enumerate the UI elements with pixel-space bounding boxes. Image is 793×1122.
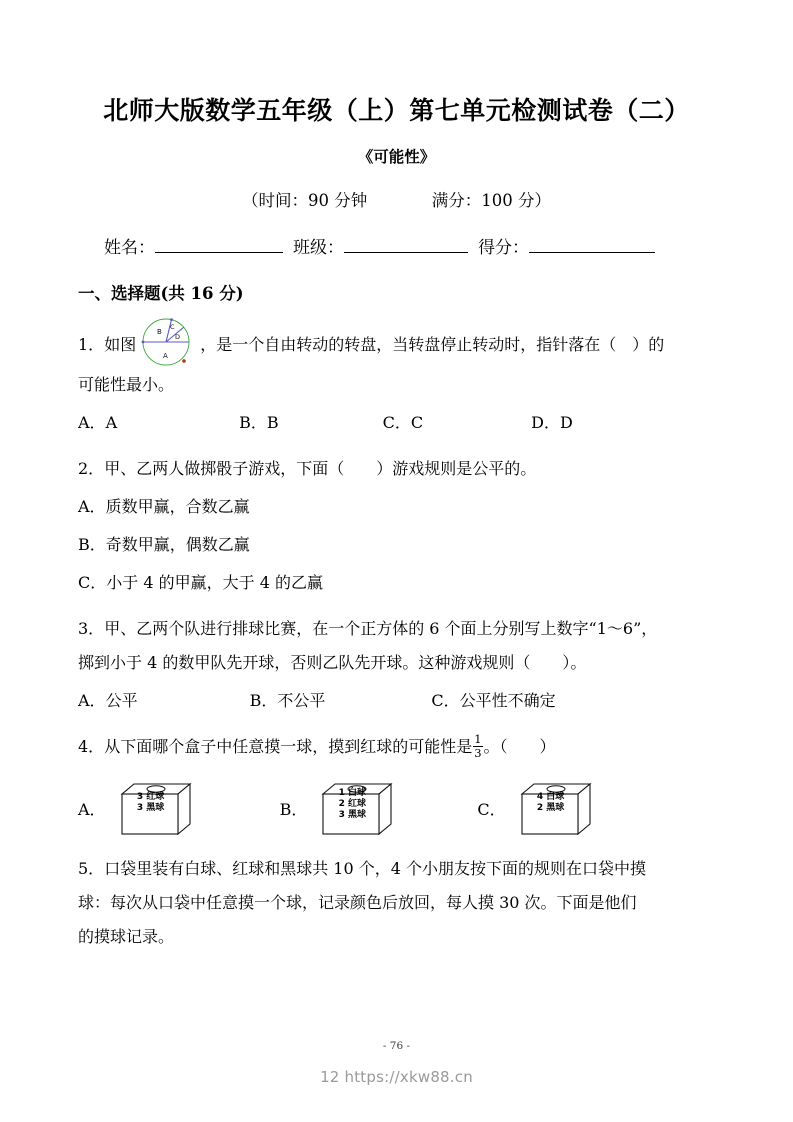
q2-option-b-text: 奇数甲赢，偶数乙赢 <box>105 534 250 554</box>
page-number: - 76 - <box>382 1040 411 1052</box>
question-4-number: 4． <box>78 736 105 756</box>
box-b-line-2: 2 红球 <box>338 798 367 809</box>
q2-option-a[interactable] <box>78 490 715 524</box>
box-figure-b <box>313 778 395 840</box>
question-5-number: 5． <box>78 858 105 878</box>
q3-option-a[interactable] <box>78 684 138 718</box>
score-label: 得分： <box>478 237 529 258</box>
box-contents-b <box>324 788 380 821</box>
q2-option-c-text: 小于 4 的甲赢，大于 4 的乙赢 <box>106 572 323 592</box>
fraction-denominator: 3 <box>474 745 482 760</box>
q3-option-c-text: 公平性不确定 <box>459 690 556 710</box>
class-input-rule[interactable] <box>344 235 468 252</box>
q4-option-c[interactable] <box>477 778 593 840</box>
q2-option-a-key: A． <box>78 496 106 516</box>
spinner-label-c: C <box>170 322 175 331</box>
q3-option-b[interactable] <box>250 684 326 718</box>
question-3 <box>78 612 715 680</box>
q1-option-c[interactable] <box>383 406 424 440</box>
q3-option-b-text: 不公平 <box>277 690 326 710</box>
question-5 <box>78 852 715 954</box>
question-1-number: 1． <box>78 334 105 354</box>
score-input-rule[interactable] <box>529 235 655 252</box>
student-id-line <box>78 210 715 258</box>
q3-option-b-key: B． <box>249 690 278 710</box>
q4-option-b-key: B． <box>279 800 308 820</box>
question-2-stem: 甲、乙两人做掷骰子游戏，下面（ ）游戏规则是公平的。 <box>104 458 537 478</box>
q2-option-b-key: B． <box>78 534 106 554</box>
question-5-stem-line2: 球：每次从口袋中任意摸一个球，记录颜色后放回，每人摸 30 次。下面是他们 <box>78 892 637 912</box>
box-a-line-2: 3 黑球 <box>136 803 165 814</box>
spinner-label-b: B <box>157 327 163 336</box>
class-label: 班级： <box>293 237 344 258</box>
q3-option-a-key: A． <box>78 690 106 710</box>
question-1-options <box>78 406 715 440</box>
spinner-pointer-dot <box>182 359 186 363</box>
q2-option-a-text: 质数甲赢，合数乙赢 <box>105 496 250 516</box>
q1-option-d[interactable] <box>531 406 573 440</box>
q2-option-c-key: C． <box>78 572 107 592</box>
question-2-number: 2． <box>78 458 105 478</box>
box-b-line-3: 3 黑球 <box>338 809 367 820</box>
question-4-stem-pre: 从下面哪个盒子中任意摸一球，摸到红球的可能性是 <box>104 736 473 756</box>
spinner-svg <box>139 316 197 368</box>
box-contents-a <box>123 792 179 815</box>
question-3-number: 3． <box>78 618 105 638</box>
box-b-line-1: 1 白球 <box>338 787 367 798</box>
q4-option-a-key: A． <box>78 800 106 820</box>
question-3-stem-line1: 甲、乙两个队进行排球比赛，在一个正方体的 6 个面上分别写上数字“1～6”， <box>104 618 658 638</box>
q3-option-c-key: C． <box>431 690 460 710</box>
q1-option-b-text: B <box>266 412 279 432</box>
q1-option-b[interactable] <box>239 406 279 440</box>
section-heading-choice: 一、选择题(共 16 分) <box>78 283 244 303</box>
q4-option-c-key: C． <box>477 800 506 820</box>
box-figure-c <box>512 778 594 840</box>
question-5-stem-line3: 的摸球记录。 <box>78 926 175 946</box>
q1-option-c-key: C． <box>382 412 411 432</box>
exam-meta <box>78 167 715 211</box>
question-4 <box>78 730 715 764</box>
spinner-figure <box>139 316 197 368</box>
box-c-line-1: 4 白球 <box>536 791 565 802</box>
q1-option-d-text: D <box>560 412 573 432</box>
question-4-boxes <box>78 778 715 840</box>
name-input-rule[interactable] <box>155 235 283 252</box>
spinner-dot-top <box>170 318 173 321</box>
q1-option-a-text: A <box>105 412 118 432</box>
q2-option-b[interactable] <box>78 528 715 562</box>
q1-option-d-key: D． <box>531 412 560 432</box>
q3-option-c[interactable] <box>431 684 555 718</box>
q2-option-c[interactable] <box>78 566 715 600</box>
question-2 <box>78 452 715 486</box>
box-a-line-1: 3 红球 <box>136 791 165 802</box>
box-c-line-2: 2 黑球 <box>536 803 565 814</box>
exam-total-score: 满分：100 分） <box>431 190 551 210</box>
question-3-options <box>78 684 715 718</box>
page-subtitle: 《可能性》 <box>357 147 436 166</box>
page-title: 北师大版数学五年级（上）第七单元检测试卷（二） <box>103 96 690 125</box>
fraction-numerator: 1 <box>474 732 482 747</box>
fraction-one-third <box>473 733 482 759</box>
q4-option-b[interactable] <box>280 778 396 840</box>
box-contents-c <box>523 792 579 815</box>
q4-option-a[interactable] <box>78 778 194 840</box>
spinner-dot-left <box>142 340 145 343</box>
spinner-label-d: D <box>175 332 181 341</box>
name-label: 姓名： <box>104 237 155 258</box>
question-3-stem-line2: 掷到小于 4 的数甲队先开球，否则乙队先开球。这种游戏规则（ ）。 <box>78 652 587 672</box>
question-1-stem-a: 如图 <box>104 334 137 354</box>
question-5-stem-line1: 口袋里装有白球、红球和黑球共 10 个，4 个小朋友按下面的规则在口袋中摸 <box>104 858 646 878</box>
q1-option-a[interactable] <box>78 406 117 440</box>
watermark: 12 https://xkw88.cn <box>320 1068 473 1086</box>
question-1-stem-b: ，是一个自由转动的转盘，当转盘停止转动时，指针落在（ ）的 <box>200 334 665 354</box>
q3-option-a-text: 公平 <box>105 690 138 710</box>
question-1-stem-line2: 可能性最小。 <box>78 374 175 394</box>
spinner-label-a: A <box>163 351 168 360</box>
q1-option-c-text: C <box>410 412 424 432</box>
box-figure-a <box>112 778 194 840</box>
q1-option-b-key: B． <box>239 412 267 432</box>
exam-time-text: （时间：90 分钟 <box>242 190 368 210</box>
q1-option-a-key: A． <box>78 412 106 432</box>
question-4-stem-post: 。（ ） <box>483 736 556 756</box>
question-1 <box>78 316 715 402</box>
